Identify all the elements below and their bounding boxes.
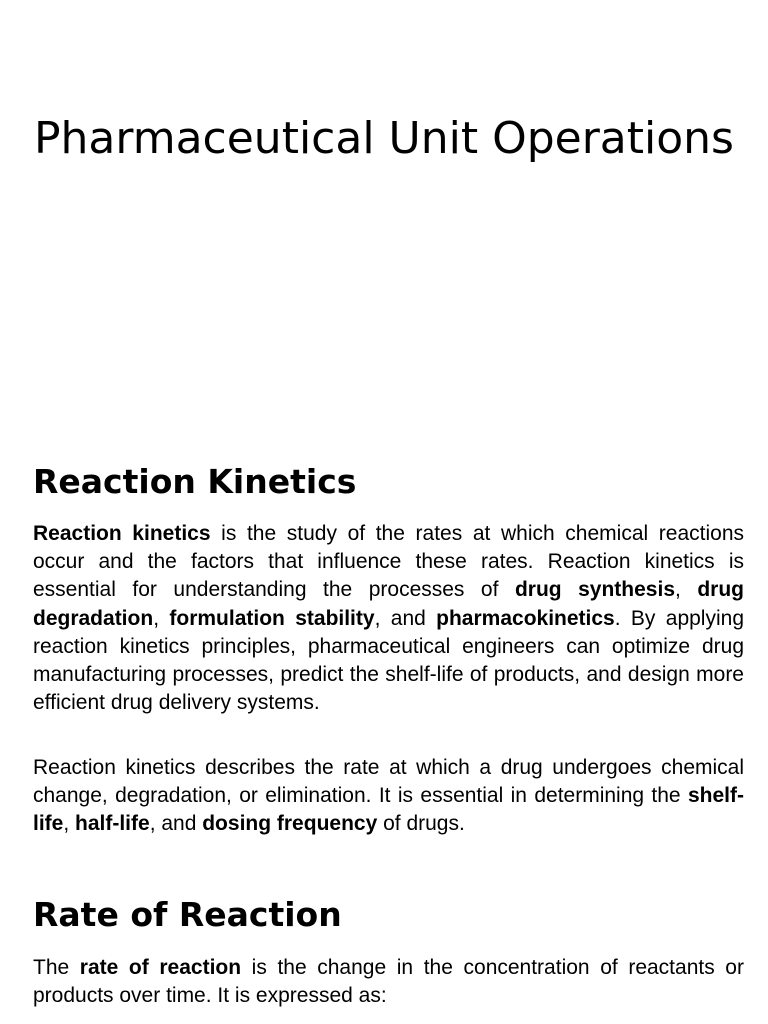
text-run: half-life bbox=[75, 812, 150, 836]
text-run: drug synthesis bbox=[514, 578, 675, 602]
text-run: formulation stability bbox=[169, 606, 375, 630]
text-run: dosing frequency bbox=[202, 812, 378, 836]
paragraph-rate-of-reaction bbox=[33, 954, 744, 1010]
section-heading-rate-of-reaction: Rate of Reaction bbox=[33, 895, 342, 934]
paragraph-reaction-kinetics-intro bbox=[33, 520, 744, 717]
section-heading-reaction-kinetics: Reaction Kinetics bbox=[33, 462, 357, 501]
text-run: is the change in the concentration of reactants or products over time. It is expressed as: bbox=[33, 956, 744, 1008]
text-run: rate of reaction bbox=[79, 956, 242, 979]
text-run: . By applying reaction kinetics principles, pharmaceutical engineers can optimize drug manufacturing processes, predict the shelf-life of products, and design more efficient drug delivery systems. bbox=[33, 606, 744, 715]
text-run: , bbox=[63, 812, 76, 836]
text-run: , and bbox=[374, 606, 437, 630]
text-run: shelf-life bbox=[33, 784, 744, 836]
text-run: Reaction kinetics bbox=[33, 522, 211, 545]
text-run: drug degradation bbox=[33, 578, 744, 630]
text-run: Reaction kinetics describes the rate at which a drug undergoes chemical change, degradation, or elimination. It is essential in determining the bbox=[33, 756, 744, 808]
text-run: , bbox=[153, 606, 170, 630]
text-run: , and bbox=[149, 812, 203, 836]
paragraph-reaction-kinetics-shelf-life bbox=[33, 754, 744, 839]
page-title: Pharmaceutical Unit Operations bbox=[34, 113, 734, 164]
text-run: pharmacokinetics bbox=[436, 606, 615, 630]
text-run: of drugs. bbox=[377, 812, 465, 836]
text-run: The bbox=[33, 956, 80, 979]
text-run: , bbox=[675, 578, 698, 602]
text-run: is the study of the rates at which chemical reactions occur and the factors that influence these rates. Reaction kinetics is essential for understanding the processes of bbox=[33, 522, 744, 602]
